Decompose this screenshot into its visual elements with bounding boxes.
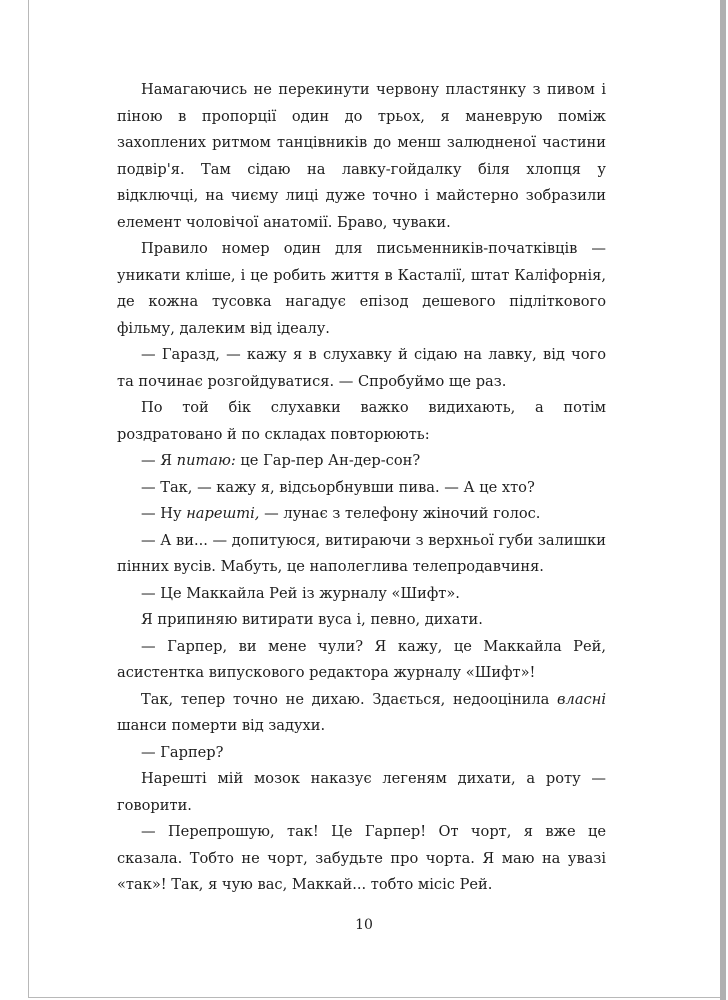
text-run: — Гарпер, ви мене чули? Я кажу, це Маккайла Рей, асистентка випускового редактора журналу «Шифт»! <box>117 637 606 681</box>
paragraph <box>117 448 606 475</box>
paragraph <box>117 819 606 899</box>
text-run: Я припиняю витирати вуса і, певно, дихати. <box>141 611 483 628</box>
paragraph <box>117 501 606 528</box>
italic-run: питаю: <box>176 452 236 469</box>
paragraph <box>117 740 606 767</box>
paragraph <box>117 634 606 687</box>
page-edge <box>720 0 726 1000</box>
paragraph <box>117 687 606 740</box>
text-run: — Перепрошую, так! Це Гарпер! От чорт, я вже це сказала. Тобто не чорт, забудьте про чорта. Я маю на увазі «так»! Так, я чую вас, Маккай... тобто місіс Рей. <box>117 823 606 893</box>
paragraph <box>117 475 606 502</box>
page-number: 10 <box>355 917 373 933</box>
text-run: — лунає з телефону жіночий голос. <box>259 505 541 522</box>
text-run: Правило номер один для письменників-початківців — уникати кліше, і це робить життя в Касталії, штат Каліфорнія, де кожна тусовка нагадує епізод дешевого підліткового фільму, далеким від ідеалу. <box>117 240 606 337</box>
text-run: По той бік слухавки важко видихають, а потім роздратовано й по складах повторюють: <box>117 399 606 443</box>
italic-run: власні <box>557 690 606 708</box>
paragraph <box>117 236 606 342</box>
text-run: Намагаючись не перекинути червону пластянку з пивом і піною в пропорції один до трьох, я маневрую поміж захоплених ритмом танцівників до менш залюдненої частини подвір'я. Там сідаю на лавку-гойдалку біля хлопця у відключці, на чиєму лиці дуже точно і майстерно зобразили елемент чоловічої анатомії. Браво, чуваки. <box>117 81 606 231</box>
italic-run: нарешті, <box>186 505 260 522</box>
text-run: — Гарпер? <box>141 743 224 761</box>
paragraph <box>117 528 606 581</box>
text-run: це Гар-пер Ан-дер-сон? <box>235 452 421 469</box>
text-run: Нарешті мій мозок наказує легеням дихати, а роту — говорити. <box>117 770 606 814</box>
paragraph <box>117 766 606 819</box>
paragraph <box>117 395 606 448</box>
text-run: — Так, — кажу я, відсьорбнувши пива. — А це хто? <box>141 478 535 496</box>
text-run: — А ви... — допитуюся, витираючи з верхньої губи залишки пінних вусів. Мабуть, це наполеглива телепродавчиня. <box>117 531 606 575</box>
text-run: — Гаразд, — кажу я в слухавку й сідаю на лавку, від чого та починає розгойдуватися. — Спробуймо ще раз. <box>117 346 606 390</box>
text-run: Так, тепер точно не дихаю. Здається, недооцінила <box>141 690 558 708</box>
paragraph <box>117 607 606 634</box>
text-run: шанси померти від задухи. <box>117 717 326 734</box>
text-run: — Ну <box>141 505 187 522</box>
text-run: — Це Маккайла Рей із журналу «Шифт». <box>141 584 460 602</box>
paragraph <box>117 77 606 236</box>
paragraph <box>117 581 606 608</box>
text-run: — Я <box>141 452 177 469</box>
body-text <box>117 77 606 899</box>
paragraph <box>117 342 606 395</box>
